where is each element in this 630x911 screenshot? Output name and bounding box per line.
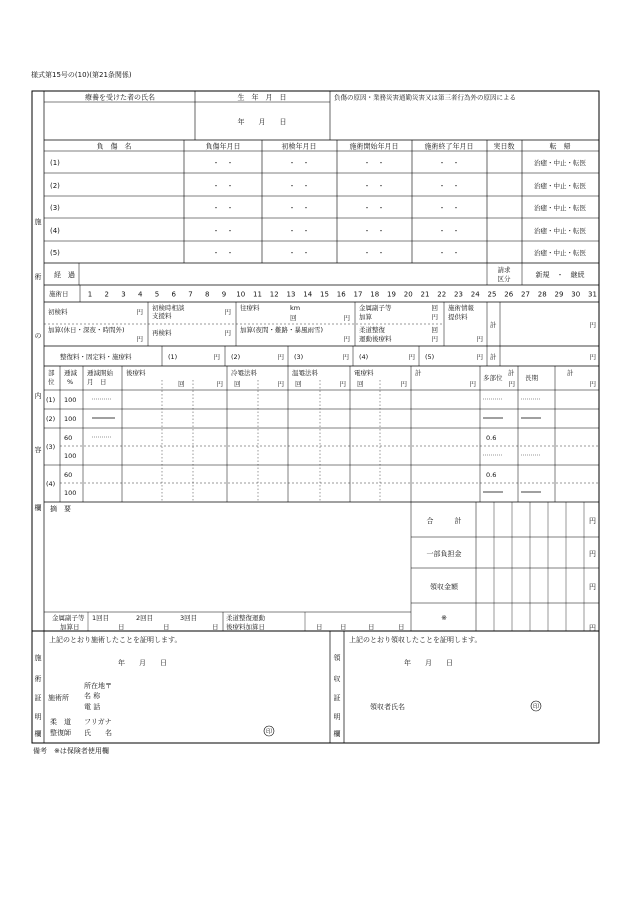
metal-splint-days-label: 加算日 <box>60 623 80 631</box>
treatment-day-number: 25 <box>487 290 497 299</box>
consult-support-label: 支援料 <box>152 312 172 320</box>
yen-unit: 円 <box>589 380 596 388</box>
treatment-day-number: 4 <box>138 290 143 299</box>
injury-outcome: 治癒・中止・転医 <box>534 159 586 167</box>
date-dots: ・ ・ <box>363 159 385 167</box>
treatment-day-number: 21 <box>420 290 430 299</box>
progress-label: 経 過 <box>54 271 75 279</box>
warm-compress-label: 温罨法料 <box>292 369 318 377</box>
date-dots: ・ ・ <box>438 159 460 167</box>
date-dots: ・ ・ <box>212 249 234 257</box>
day-unit: 日 <box>368 623 375 631</box>
side-char: 欄 <box>34 730 42 738</box>
form-code: 様式第15号の(10)(第21条関係) <box>31 71 132 79</box>
part-no: (2) <box>46 415 56 423</box>
side-char: 欄 <box>34 504 42 512</box>
count-unit: 回 <box>234 380 241 388</box>
date-dots: ・ ・ <box>363 227 385 235</box>
visit-addition-label: 加算(夜間・難路・暴風雨雪) <box>240 326 324 334</box>
clinic-cert-side-label <box>35 653 42 738</box>
treatment-day-number: 10 <box>236 290 246 299</box>
yen-unit: 円 <box>476 335 483 343</box>
col-days: 実日数 <box>493 142 515 151</box>
yen-unit: 円 <box>224 329 231 337</box>
total-label: 合 計 <box>426 517 462 525</box>
part-no: (3) <box>46 443 56 451</box>
yen-unit: 円 <box>136 308 143 316</box>
clinic-name-label: 名 称 <box>84 692 101 700</box>
yen-unit: 円 <box>213 353 220 361</box>
detail-table-header <box>48 368 597 388</box>
night-addition-label: 加算(休日・深夜・時間外) <box>48 326 125 334</box>
date-dots: ・ ・ <box>438 227 460 235</box>
reduction-percent-label: % <box>67 378 74 386</box>
side-char: 術 <box>34 273 42 281</box>
yen-unit: 円 <box>136 335 143 343</box>
side-char: 証 <box>333 694 341 702</box>
receipt-cert-side-label <box>334 653 341 738</box>
side-char: 明 <box>34 713 42 721</box>
form-grid <box>32 91 599 743</box>
setup-item: (1) <box>168 353 178 361</box>
setup-item: (2) <box>231 353 241 361</box>
footer-note: 備考 ※は保険者使用欄 <box>33 747 109 755</box>
judo-therapist-label: 整復師 <box>50 729 71 737</box>
yen-unit: 円 <box>400 380 407 388</box>
treatment-content-side-label <box>35 217 42 512</box>
reduction-percent: 100 <box>64 489 77 497</box>
initial-exam-fee-label: 初検料 <box>48 308 68 316</box>
setup-fee-label: 整復料・固定料・施療料 <box>60 353 132 361</box>
part-no: (4) <box>46 480 56 488</box>
treatment-day-number: 24 <box>470 290 480 299</box>
reduction-label: 逓減 <box>64 369 77 377</box>
clinic-cert-date: 年 月 日 <box>118 659 167 667</box>
setup-item: (3) <box>294 353 304 361</box>
treatment-day-number: 13 <box>286 290 296 299</box>
day-unit: 日 <box>316 623 323 631</box>
treatment-day-number: 6 <box>171 290 176 299</box>
reduction-percent: 100 <box>64 452 77 460</box>
reexam-fee-label: 再検料 <box>152 329 172 337</box>
treatment-day-number: 7 <box>188 290 193 299</box>
yen-unit: 円 <box>277 380 284 388</box>
injury-table-header <box>97 142 571 151</box>
count-unit: 回 <box>431 304 438 312</box>
judo-addition-days-label: 後療料加算日 <box>226 623 265 631</box>
treatment-day-number: 26 <box>504 290 514 299</box>
seal-char: 印 <box>532 703 540 711</box>
treatment-day-number: 18 <box>370 290 380 299</box>
reduction-percent: 60 <box>64 471 73 479</box>
metal-splint-label: 金属副子等 <box>359 304 392 312</box>
date-dots: ・ ・ <box>288 182 310 190</box>
first-time-label: 1回目 <box>92 614 110 622</box>
reduction-start-date-label: 月 日 <box>87 378 107 386</box>
treatment-day-number: 11 <box>253 290 262 299</box>
treatment-day-number: 31 <box>588 290 597 299</box>
injury-outcome: 治癒・中止・転医 <box>534 227 586 235</box>
side-char: 収 <box>333 675 341 683</box>
date-dots: ・ ・ <box>212 159 234 167</box>
treatment-day-number: 28 <box>537 290 547 299</box>
date-dots: ・ ・ <box>288 227 310 235</box>
injury-row-no: (4) <box>50 227 60 235</box>
injury-row-no: (2) <box>50 182 60 190</box>
clinic-label: 施術所 <box>48 694 69 702</box>
yen-unit: 円 <box>589 321 596 329</box>
part-label: 部 <box>48 369 55 377</box>
receipt-cert-statement: 上記のとおり領収したことを証明します。 <box>349 636 482 644</box>
yen-unit: 円 <box>589 624 596 632</box>
setup-item: (5) <box>425 353 435 361</box>
info-provision-label: 施術情報 <box>448 304 474 312</box>
receipt-cert-date: 年 月 日 <box>404 659 453 667</box>
col-injury-date: 負傷年月日 <box>205 142 241 151</box>
side-char: 内 <box>34 392 42 400</box>
injury-row-no: (1) <box>50 159 60 167</box>
yen-unit: 円 <box>343 335 350 343</box>
yen-unit: 円 <box>277 353 284 361</box>
yen-unit: 円 <box>589 583 596 591</box>
treatment-days-label: 施術日 <box>49 290 69 298</box>
date-dots: ・ ・ <box>288 159 310 167</box>
detail-total-label: 計 <box>508 369 515 377</box>
detail-rows <box>46 396 496 497</box>
treatment-day-number: 22 <box>437 290 447 299</box>
side-char: 施 <box>34 654 42 662</box>
treatment-day-number: 8 <box>205 290 210 299</box>
treatment-day-numbers <box>88 291 597 299</box>
day-unit: 日 <box>340 623 347 631</box>
long-term-label: 長期 <box>525 374 538 382</box>
col-outcome: 転 帰 <box>549 142 571 151</box>
clinic-seal-mark <box>264 726 274 736</box>
date-dots: ・ ・ <box>363 182 385 190</box>
treatment-day-number: 15 <box>320 290 329 299</box>
claim-label: 区分 <box>497 275 511 283</box>
count-unit: 回 <box>431 326 438 334</box>
day-unit: 日 <box>212 623 219 631</box>
side-char: 欄 <box>333 730 341 738</box>
yen-unit: 円 <box>343 314 350 322</box>
treatment-day-number: 16 <box>336 290 346 299</box>
metal-splint-label: 加算 <box>359 313 372 321</box>
patient-name-label: 療養を受けた者の氏名 <box>85 93 155 102</box>
injury-outcome: 治癒・中止・転医 <box>534 182 586 190</box>
date-dots: ・ ・ <box>288 204 310 212</box>
treatment-day-number: 19 <box>387 290 396 299</box>
col-first-exam-date: 初検年月日 <box>281 142 317 151</box>
yen-unit: 円 <box>431 313 438 321</box>
fee-total-label: 計 <box>490 321 497 329</box>
yen-unit: 円 <box>476 353 483 361</box>
col-end-date: 施術終了年月日 <box>424 142 474 151</box>
treatment-day-number: 27 <box>521 290 530 299</box>
col-injury-name: 負 傷 名 <box>96 142 132 151</box>
reduction-percent: 100 <box>64 396 77 404</box>
judo-therapist-label: 柔 道 <box>50 718 71 726</box>
yen-unit: 円 <box>408 353 415 361</box>
side-char: 施 <box>34 218 42 226</box>
treatment-day-number: 30 <box>571 290 581 299</box>
birth-date-value: 年 月 日 <box>237 118 287 126</box>
info-provision-label: 提供料 <box>448 313 468 321</box>
judo-exercise-label: 運動後療料 <box>359 335 392 343</box>
yen-unit: 円 <box>216 380 223 388</box>
reduction-percent: 60 <box>64 434 73 442</box>
side-char: 証 <box>34 694 42 702</box>
insurer-use-mark: ※ <box>441 614 447 622</box>
side-char: 領 <box>333 654 341 662</box>
fee-total-label: 計 <box>490 353 497 361</box>
addition-days-row <box>52 613 405 631</box>
date-dots: ・ ・ <box>438 204 460 212</box>
clinic-address-label: 所在地〒 <box>84 682 112 690</box>
claim-value: 新規 ・ 継続 <box>535 271 585 279</box>
reduction-start-label: 逓減開始 <box>87 369 113 377</box>
claim-label: 請求 <box>497 266 511 274</box>
date-dots: ・ ・ <box>288 249 310 257</box>
multi-part-label: 多部位 <box>483 374 503 382</box>
injury-outcome: 治癒・中止・転医 <box>534 249 586 257</box>
date-dots: ・ ・ <box>363 204 385 212</box>
detail-total-label: 計 <box>567 369 574 377</box>
side-char: 容 <box>34 446 42 454</box>
injury-outcome: 治癒・中止・転医 <box>534 204 586 212</box>
part-no: (1) <box>46 396 56 404</box>
treatment-day-number: 5 <box>154 290 160 299</box>
injury-cause-label: 負傷の原因・業務災害通勤災害又は第三者行為外の原因による <box>334 93 516 102</box>
yen-unit: 円 <box>508 380 515 388</box>
electrotherapy-label: 電療料 <box>354 369 374 377</box>
yen-unit: 円 <box>224 308 231 316</box>
clinic-certification <box>48 635 181 737</box>
judo-exercise-label: 柔道整復 <box>359 326 385 334</box>
count-unit: 回 <box>295 380 302 388</box>
yen-unit: 円 <box>342 353 349 361</box>
copay-label: 一部負担金 <box>426 550 462 558</box>
yen-unit: 円 <box>339 380 346 388</box>
treatment-day-number: 20 <box>403 290 413 299</box>
clinic-phone-label: 電 話 <box>84 703 101 711</box>
setup-item: (4) <box>359 353 369 361</box>
yen-unit: 円 <box>589 353 596 361</box>
consult-support-label: 初検時相談 <box>152 304 185 312</box>
day-unit: 日 <box>398 623 405 631</box>
date-dots: ・ ・ <box>212 227 234 235</box>
treatment-day-number: 2 <box>104 290 109 299</box>
third-time-label: 3回目 <box>180 614 198 622</box>
multi-part-rate: 0.6 <box>486 434 497 442</box>
treatment-day-number: 12 <box>269 290 279 299</box>
injury-row-no: (3) <box>50 204 60 212</box>
part-label: 位 <box>48 378 55 386</box>
cold-compress-label: 冷罨法料 <box>231 369 257 377</box>
count-unit: 回 <box>357 380 364 388</box>
treatment-day-number: 29 <box>554 290 564 299</box>
treatment-day-number: 23 <box>454 290 463 299</box>
date-dots: ・ ・ <box>438 182 460 190</box>
remarks-label: 摘 要 <box>50 505 71 513</box>
yen-unit: 円 <box>469 380 476 388</box>
birth-date-label: 生 年 月 日 <box>237 93 287 102</box>
reduction-percent: 100 <box>64 415 77 423</box>
col-start-date: 施術開始年月日 <box>349 142 399 151</box>
injury-row-no: (5) <box>50 249 60 257</box>
dash-marks <box>92 399 541 492</box>
date-dots: ・ ・ <box>212 204 234 212</box>
treatment-day-number: 14 <box>303 290 313 299</box>
metal-splint-days-label: 金属副子等 <box>52 614 85 622</box>
yen-unit: 円 <box>431 335 438 343</box>
day-unit: 日 <box>163 623 170 631</box>
visit-count-unit: 回 <box>290 314 297 322</box>
day-unit: 日 <box>118 623 125 631</box>
seal-char: 印 <box>265 728 273 736</box>
therapist-name-label: 氏 名 <box>84 729 112 737</box>
yen-unit: 円 <box>589 550 596 558</box>
multi-part-rate: 0.6 <box>486 471 497 479</box>
receipt-seal-mark <box>531 701 541 711</box>
judo-addition-days-label: 柔道整復運動 <box>226 614 265 622</box>
clinic-cert-statement: 上記のとおり施術したことを証明します。 <box>49 636 182 644</box>
visit-fee-label: 往療料 <box>240 304 260 312</box>
received-amount-label: 領収金額 <box>430 583 458 591</box>
treatment-day-number: 3 <box>121 290 126 299</box>
receiver-name-label: 領収者氏名 <box>370 703 405 711</box>
after-treatment-label: 後療料 <box>126 369 146 377</box>
detail-total-label: 計 <box>415 369 422 377</box>
second-time-label: 2回目 <box>136 614 154 622</box>
side-char: 術 <box>34 675 42 683</box>
fee-block <box>48 303 597 361</box>
count-unit: 回 <box>178 380 185 388</box>
km-unit: km <box>290 304 301 312</box>
date-dots: ・ ・ <box>438 249 460 257</box>
furigana-label: フリガナ <box>84 718 112 726</box>
side-char: 明 <box>333 713 341 721</box>
receipt-certification <box>349 635 481 711</box>
treatment-day-number: 1 <box>87 290 93 299</box>
treatment-day-number: 17 <box>353 290 363 299</box>
date-dots: ・ ・ <box>363 249 385 257</box>
treatment-day-number: 9 <box>221 290 227 299</box>
date-dots: ・ ・ <box>212 182 234 190</box>
yen-unit: 円 <box>589 517 596 525</box>
side-char: の <box>34 332 42 340</box>
